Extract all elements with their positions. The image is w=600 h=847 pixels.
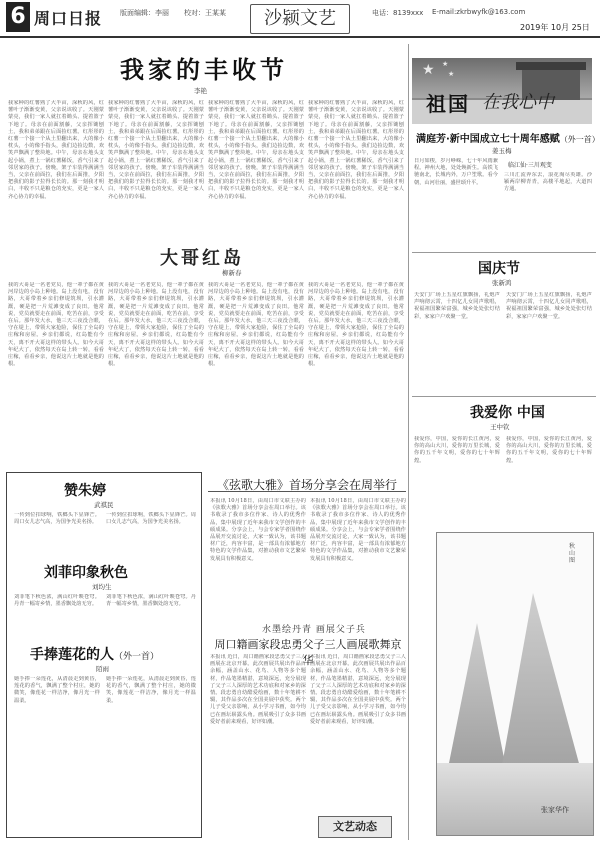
love-china-poem-body-col1: 我爱你，中国，爱你的长江黄河，爱你的高山大川，爱你的万里长城，爱你的五千年文明，爱你的七十年辉煌。 [414, 436, 500, 464]
divider [412, 252, 596, 253]
painting-news-body-col1: 本报讯 近日，周口籍画家段忠勇父子三人画展在北京开幕。此次画展共展出作品百余幅，涵盖山水、花鸟、人物等多个题材，作品笔墨精湛，意境深远，充分展现了父子三人深厚的艺术功底和对家乡的深情。段忠勇自幼酷爱绘画，数十年笔耕不辍，其作品多次在全国美展中获奖。两个儿子受父亲影响，从小学习书画，如今均已在画坛崭露头角。画展吸引了众多书画爱好者前来观看，好评如潮。 [210, 654, 306, 725]
love-china-poem-author: 王中钦 [490, 423, 510, 431]
lotus-poem-body-col1: 她手捧一朵莲花，从清晨走到黄昏，莲花的香气，飘满了整个村庄，她的微笑，像莲花一样洁净，像月光一样温柔。 [14, 676, 100, 704]
zhu-poem-author: 武祺民 [94, 501, 114, 509]
motherland-banner [412, 58, 592, 124]
national-day-poem-body-col2: 天安门广场上五星红旗飘扬，礼炮声声响彻云霄，十四亿儿女同声歌唱，祝福祖国繁荣富强，城乡处处张灯结彩，家家户户欢聚一堂。 [506, 292, 592, 320]
tribute-subpoem-body: 三川汇流奔东去，浪花淘尽英雄。沙颍两岸柳青青，高楼平地起，大道四方通。 [504, 172, 592, 193]
painting-caption: 张家华作 [541, 806, 569, 814]
zhu-poem-title: 赞朱婷 [64, 483, 106, 499]
section-title: 沙颍文艺 [250, 4, 350, 34]
star-icon: ★ [448, 70, 455, 78]
star-icon: ★ [422, 62, 435, 78]
liu-poem-body-col1: 刘菲笔下秋色浓，满山红叶映苍穹。丹青一幅寄乡情，墨香飘处韵无穷。 [14, 594, 100, 608]
zhu-poem-body-col1: 一传到位扣球响，铁榔头下显锋芒。周口女儿志气高，为国争光美名扬。 [14, 512, 100, 526]
phone-line: 电话：8139xxx [372, 9, 424, 17]
lotus-poem-title-text: 手捧莲花的人 [30, 647, 114, 663]
column-label: 文艺动态 [318, 816, 392, 838]
liu-poem-author: 刘均生 [92, 583, 112, 591]
main-article-body-col3: 我家种的红薯熟了大半亩，深秋的风，红薯叶子渐渐变黄，父亲说该收了。天刚蒙蒙亮，我们一家人就扛着锄头、提着篮子下地了。母亲在前面割藤，父亲挥锄刨土，我和弟弟跟在后面捡红薯。红彤彤的红薯一个接一个从土里翻出来，大的像小枕头，小的像手指头，我们边捡边数，欢笑声飘满了整块地。中午，母亲在地头支起小锅，煮上一锅红薯稀饭，香气引来了邻居家的孩子。傍晚，架子车装得满满当当，父亲在前面拉，我们在后面推，夕阳把我们的影子拉得长长的。那一刻我才明白，丰收不只是粮仓的充实，更是一家人齐心协力的幸福。 [208, 100, 304, 200]
painting-news-title: 周口籍画家段忠勇父子三人画展歌舞京华 [214, 638, 402, 667]
tribute-poem-author: 姜玉梅 [492, 147, 512, 155]
painting-news-kicker: 水墨绘丹青 画展父子兵 [262, 625, 366, 635]
national-day-poem-author: 张新鸿 [492, 279, 512, 287]
star-icon: ★ [442, 60, 449, 68]
main-article-body-col1: 我家种的红薯熟了大半亩，深秋的风，红薯叶子渐渐变黄，父亲说该收了。天刚蒙蒙亮，我们一家人就扛着锄头、提着篮子下地了。母亲在前面割藤，父亲挥锄刨土，我和弟弟跟在后面捡红薯。红彤彤的红薯一个接一个从土里翻出来，大的像小枕头，小的像手指头，我们边捡边数，欢笑声飘满了整块地。中午，母亲在地头支起小锅，煮上一锅红薯稀饭，香气引来了邻居家的孩子。傍晚，架子车装得满满当当，父亲在前面拉，我们在后面推，夕阳把我们的影子拉得长长的。那一刻我才明白，丰收不只是粮仓的充实，更是一家人齐心协力的幸福。 [8, 100, 104, 200]
second-article-body-col4: 我的大哥是一名老党员，他一辈子都在黄河岸边的小岛上种地。岛上没有电，没有路，大哥带着乡亲们修堤筑坝，引水灌溉，硬是把一片荒滩变成了良田。他常说，党员就要走在前面，吃苦在前，享受在后。那年发大水，他三天三夜没合眼，守在堤上，带领大家抢险，保住了全岛的庄稼和房屋。乡亲们都说，红岛能有今天，离不开大哥这样的带头人。如今大哥年纪大了，依然每天在岛上转一转，看看庄稼，看看乡亲，他说这片土地就是他的根。 [308, 282, 404, 368]
banner-subtitle: 在我心中 [482, 92, 554, 113]
second-article-title: 大哥红岛 [160, 248, 244, 269]
page-header [0, 0, 600, 38]
issue-date: 2019年 10月 25日 [520, 23, 590, 32]
love-china-poem-title: 我爱你 中国 [470, 405, 545, 421]
banner-title: 祖国 [426, 92, 470, 116]
editor-credit: 版面编辑：李丽 [120, 9, 169, 17]
painting-ground [437, 763, 594, 836]
second-article-body-col1: 我的大哥是一名老党员，他一辈子都在黄河岸边的小岛上种地。岛上没有电，没有路，大哥带着乡亲们修堤筑坝，引水灌溉，硬是把一片荒滩变成了良田。他常说，党员就要走在前面，吃苦在前，享受在后。那年发大水，他三天三夜没合眼，守在堤上，带领大家抢险，保住了全岛的庄稼和房屋。乡亲们都说，红岛能有今天，离不开大哥这样的带头人。如今大哥年纪大了，依然每天在岛上转一转，看看庄稼，看看乡亲，他说这片土地就是他的根。 [8, 282, 104, 368]
second-article-body-col2: 我的大哥是一名老党员，他一辈子都在黄河岸边的小岛上种地。岛上没有电，没有路，大哥带着乡亲们修堤筑坝，引水灌溉，硬是把一片荒滩变成了良田。他常说，党员就要走在前面，吃苦在前，享受在后。那年发大水，他三天三夜没合眼，守在堤上，带领大家抢险，保住了全岛的庄稼和房屋。乡亲们都说，红岛能有今天，离不开大哥这样的带头人。如今大哥年纪大了，依然每天在岛上转一转，看看庄稼，看看乡亲，他说这片土地就是他的根。 [108, 282, 204, 368]
divider [412, 396, 596, 397]
email-line: E-mail:zkrbwyfk@163.com [432, 8, 526, 16]
tribute-poem-title-text: 满庭芳·新中国成立七十周年感赋 [416, 134, 560, 145]
painting-calligraphy: 秋山图 [569, 543, 576, 564]
main-article-body-col2: 我家种的红薯熟了大半亩，深秋的风，红薯叶子渐渐变黄，父亲说该收了。天刚蒙蒙亮，我们一家人就扛着锄头、提着篮子下地了。母亲在前面割藤，父亲挥锄刨土，我和弟弟跟在后面捡红薯。红彤彤的红薯一个接一个从土里翻出来，大的像小枕头，小的像手指头，我们边捡边数，欢笑声飘满了整块地。中午，母亲在地头支起小锅，煮上一锅红薯稀饭，香气引来了邻居家的孩子。傍晚，架子车装得满满当当，父亲在前面拉，我们在后面推，夕阳把我们的影子拉得长长的。那一刻我才明白，丰收不只是粮仓的充实，更是一家人齐心协力的幸福。 [108, 100, 204, 200]
lotus-poem-suffix: （外一首） [114, 652, 160, 662]
liu-poem-title: 刘菲印象秋色 [44, 565, 128, 581]
page-number: 6 [6, 2, 30, 32]
main-article-title: 我家的丰收节 [120, 55, 288, 84]
lotus-poem-body-col2: 她手捧一朵莲花，从清晨走到黄昏，莲花的香气，飘满了整个村庄，她的微笑，像莲花一样洁净，像月光一样温柔。 [106, 676, 196, 704]
love-china-poem-body-col2: 我爱你，中国，爱你的长江黄河，爱你的高山大川，爱你的万里长城，爱你的五千年文明，爱你的七十年辉煌。 [506, 436, 592, 464]
lotus-poem-author: 陌雨 [96, 665, 109, 673]
national-day-poem-body-col1: 天安门广场上五星红旗飘扬，礼炮声声响彻云霄，十四亿儿女同声歌唱，祝福祖国繁荣富强，城乡处处张灯结彩，家家户户欢聚一堂。 [414, 292, 500, 320]
tribute-subpoem-title: 临江仙·三川观变 [508, 162, 552, 169]
second-article-body-col3: 我的大哥是一名老党员，他一辈子都在黄河岸边的小岛上种地。岛上没有电，没有路，大哥带着乡亲们修堤筑坝，引水灌溉，硬是把一片荒滩变成了良田。他常说，党员就要走在前面，吃苦在前，享受在后。那年发大水，他三天三夜没合眼，守在堤上，带领大家抢险，保住了全岛的庄稼和房屋。乡亲们都说，红岛能有今天，离不开大哥这样的带头人。如今大哥年纪大了，依然每天在岛上转一转，看看庄稼，看看乡亲，他说这片土地就是他的根。 [208, 282, 304, 368]
right-column-divider [408, 44, 409, 840]
exhibition-news-body-col2: 本报讯 10月18日，由周口市文联主办的《弦歌大雅》首场分享会在周口举行。该书收录了我市多位作家、诗人的优秀作品，集中展现了近年来我市文学创作的丰硕成果。分享会上，与会专家学者围绕作品展开交流讨论，大家一致认为，该书题材广泛，内容丰富，是一部具有浓郁地方特色的文学作品集，对推动我市文艺繁荣发展具有积极意义。 [310, 498, 406, 562]
proofreader-credit: 校对：王某某 [184, 9, 226, 17]
liu-poem-body-col2: 刘菲笔下秋色浓，满山红叶映苍穹。丹青一幅寄乡情，墨香飘处韵无穷。 [106, 594, 196, 608]
lotus-poem-title [30, 644, 159, 664]
national-day-poem-title: 国庆节 [478, 261, 520, 277]
main-article-body-col4: 我家种的红薯熟了大半亩，深秋的风，红薯叶子渐渐变黄，父亲说该收了。天刚蒙蒙亮，我们一家人就扛着锄头、提着篮子下地了。母亲在前面割藤，父亲挥锄刨土，我和弟弟跟在后面捡红薯。红彤彤的红薯一个接一个从土里翻出来，大的像小枕头，小的像手指头，我们边捡边数，欢笑声飘满了整块地。中午，母亲在地头支起小锅，煮上一锅红薯稀饭，香气引来了邻居家的孩子。傍晚，架子车装得满满当当，父亲在前面拉，我们在后面推，夕阳把我们的影子拉得长长的。那一刻我才明白，丰收不只是粮仓的充实，更是一家人齐心协力的幸福。 [308, 100, 404, 200]
second-article-author: 柳新春 [222, 269, 242, 277]
tribute-poem-body: 日月如梭，岁月峥嵘，七十年风雨兼程。神州大地，处处焕新生。高铁飞驰南北，长城内外，万户笙歌。看今朝，山河壮丽，盛世颂升平。 [414, 158, 498, 186]
painting-news-body-col2: 本报讯 近日，周口籍画家段忠勇父子三人画展在北京开幕。此次画展共展出作品百余幅，涵盖山水、花鸟、人物等多个题材，作品笔墨精湛，意境深远，充分展现了父子三人深厚的艺术功底和对家乡的深情。段忠勇自幼酷爱绘画，数十年笔耕不辍，其作品多次在全国美展中获奖。两个儿子受父亲影响，从小学习书画，如今均已在画坛崭露头角。画展吸引了众多书画爱好者前来观看，好评如潮。 [310, 654, 406, 725]
newspaper-name: 周口日报 [34, 9, 103, 28]
tribute-poem-suffix: （外一首） [559, 135, 600, 144]
main-article-author: 李艳 [194, 87, 207, 95]
exhibition-news-title: 《弦歌大雅》首场分享会在周举行 [208, 476, 406, 492]
tribute-poem-title [416, 130, 600, 145]
zhu-poem-body-col2: 一传到位扣球响，铁榔头下显锋芒。周口女儿志气高，为国争光美名扬。 [106, 512, 196, 526]
landscape-painting [436, 532, 594, 836]
mountain-shape [447, 623, 507, 773]
exhibition-news-body-col1: 本报讯 10月18日，由周口市文联主办的《弦歌大雅》首场分享会在周口举行。该书收录了我市多位作家、诗人的优秀作品，集中展现了近年来我市文学创作的丰硕成果。分享会上，与会专家学者围绕作品展开交流讨论，大家一致认为，该书题材广泛，内容丰富，是一部具有浓郁地方特色的文学作品集，对推动我市文艺繁荣发展具有积极意义。 [210, 498, 306, 562]
